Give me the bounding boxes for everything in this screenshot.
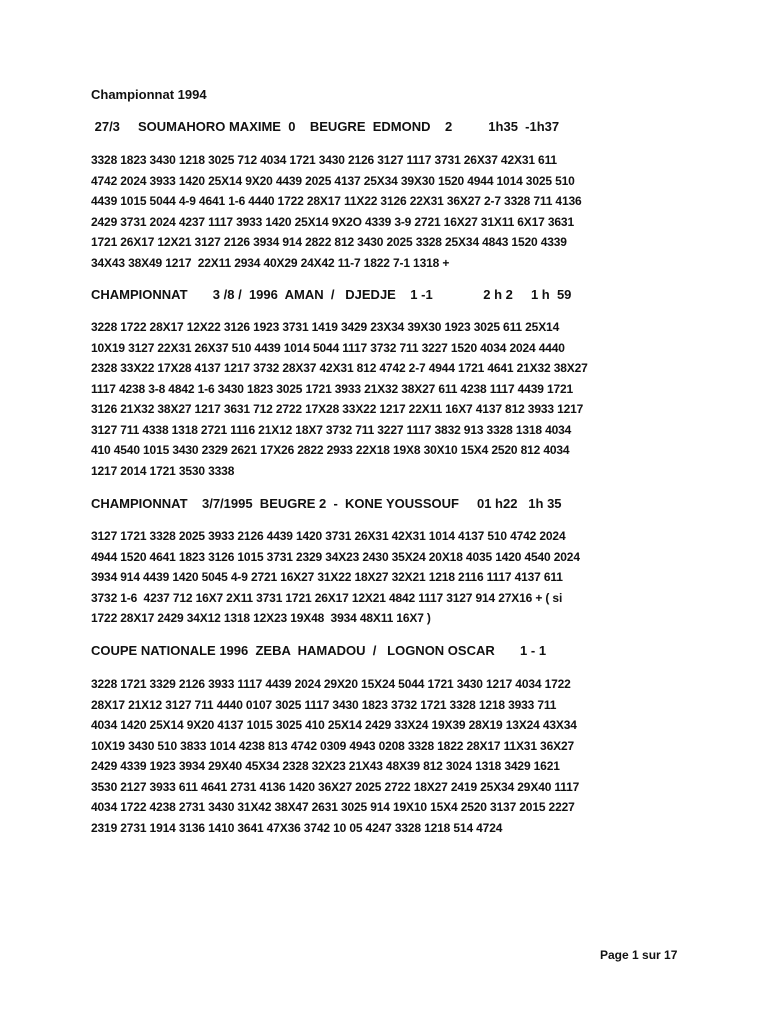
game-moves: [91, 150, 691, 273]
moves-line: 3530 2127 3933 611 4641 2731 4136 1420 36X27 2025 2722 18X27 2419 25X34 29X40 1117: [91, 779, 580, 794]
game-header: CHAMPIONNAT 3 /8 / 1996 AMAN / DJEDJE 1 -1 2 h 2 1 h 59: [91, 287, 572, 302]
moves-line: 10X19 3127 22X31 26X37 510 4439 1014 5044 1117 3732 711 3227 1520 4034 2024 4440: [91, 340, 565, 355]
moves-line: 3126 21X32 38X27 1217 3631 712 2722 17X28 33X22 1217 22X11 16X7 4137 812 3933 1217: [91, 402, 584, 416]
moves-line: 28X17 21X12 3127 711 4440 0107 3025 1117 3430 1823 3732 1721 3328 1218 3933 711: [91, 697, 557, 712]
moves-line: 1217 2014 1721 3530 3338: [91, 463, 235, 478]
moves-line: 3934 914 4439 1420 5045 4-9 2721 16X27 31X22 18X27 32X21 1218 2116 1117 4137 611: [91, 570, 563, 584]
game-moves: [91, 674, 691, 838]
moves-line: 3127 711 4338 1318 2721 1116 21X12 18X7 3732 711 3227 1117 3832 913 3328 1318 4034: [91, 422, 572, 437]
document-title: Championnat 1994: [91, 87, 207, 102]
moves-line: 3127 1721 3328 2025 3933 2126 4439 1420 3731 26X31 42X31 1014 4137 510 4742 2024: [91, 529, 566, 543]
moves-line: 2429 3731 2024 4237 1117 3933 1420 25X14 9X2O 4339 3-9 2721 16X27 31X11 6X17 3631: [91, 214, 574, 229]
page-number: Page 1 sur 17: [600, 948, 678, 962]
moves-line: 2328 33X22 17X28 4137 1217 3732 28X37 42X31 812 4742 2-7 4944 1721 4641 21X32 38X27: [91, 361, 588, 375]
moves-line: 3732 1-6 4237 712 16X7 2X11 3731 1721 26X17 12X21 4842 1117 3127 914 27X16 + ( si: [91, 590, 563, 605]
moves-line: 4742 2024 3933 1420 25X14 9X20 4439 2025 4137 25X34 39X30 1520 4944 1014 3025 510: [91, 173, 575, 188]
game-header: 27/3 SOUMAHORO MAXIME 0 BEUGRE EDMOND 2 1h35 -1h37: [91, 119, 560, 134]
moves-line: 4034 1420 25X14 9X20 4137 1015 3025 410 25X14 2429 33X24 19X39 28X19 13X24 43X34: [91, 718, 577, 732]
moves-line: 34X43 38X49 1217 22X11 2934 40X29 24X42 11-7 1822 7-1 1318 +: [91, 255, 450, 270]
moves-line: 2319 2731 1914 3136 1410 3641 47X36 3742 10 05 4247 3328 1218 514 4724: [91, 820, 503, 835]
moves-line: 4034 1722 4238 2731 3430 31X42 38X47 2631 3025 914 19X10 15X4 2520 3137 2015 2227: [91, 800, 575, 814]
moves-line: 410 4540 1015 3430 2329 2621 17X26 2822 2933 22X18 19X8 30X10 15X4 2520 812 4034: [91, 443, 570, 457]
game-moves: [91, 317, 691, 481]
moves-line: 3328 1823 3430 1218 3025 712 4034 1721 3430 2126 3127 1117 3731 26X37 42X31 611: [91, 153, 557, 167]
moves-line: 3228 1721 3329 2126 3933 1117 4439 2024 29X20 15X24 5044 1721 3430 1217 4034 1722: [91, 677, 571, 691]
moves-line: 1117 4238 3-8 4842 1-6 3430 1823 3025 1721 3933 21X32 38X27 611 4238 1117 4439 1721: [91, 381, 574, 396]
game-header: CHAMPIONNAT 3/7/1995 BEUGRE 2 - KONE YOUSSOUF 01 h22 1h 35: [91, 496, 562, 511]
moves-line: 3228 1722 28X17 12X22 3126 1923 3731 1419 3429 23X34 39X30 1923 3025 611 25X14: [91, 320, 560, 334]
moves-line: 2429 4339 1923 3934 29X40 45X34 2328 32X23 21X43 48X39 812 3024 1318 3429 1621: [91, 759, 560, 773]
moves-line: 1722 28X17 2429 34X12 1318 12X23 19X48 3934 48X11 16X7 ): [91, 611, 431, 625]
game-header: COUPE NATIONALE 1996 ZEBA HAMADOU / LOGNON OSCAR 1 - 1: [91, 643, 547, 658]
moves-line: 4944 1520 4641 1823 3126 1015 3731 2329 34X23 2430 35X24 20X18 4035 1420 4540 2024: [91, 549, 580, 564]
moves-line: 10X19 3430 510 3833 1014 4238 813 4742 0309 4943 0208 3328 1822 28X17 11X31 36X27: [91, 738, 574, 753]
moves-line: 4439 1015 5044 4-9 4641 1-6 4440 1722 28X17 11X22 3126 22X31 36X27 2-7 3328 711 4136: [91, 194, 582, 208]
moves-line: 1721 26X17 12X21 3127 2126 3934 914 2822 812 3430 2025 3328 25X34 4843 1520 4339: [91, 235, 567, 249]
game-moves: [91, 526, 691, 629]
